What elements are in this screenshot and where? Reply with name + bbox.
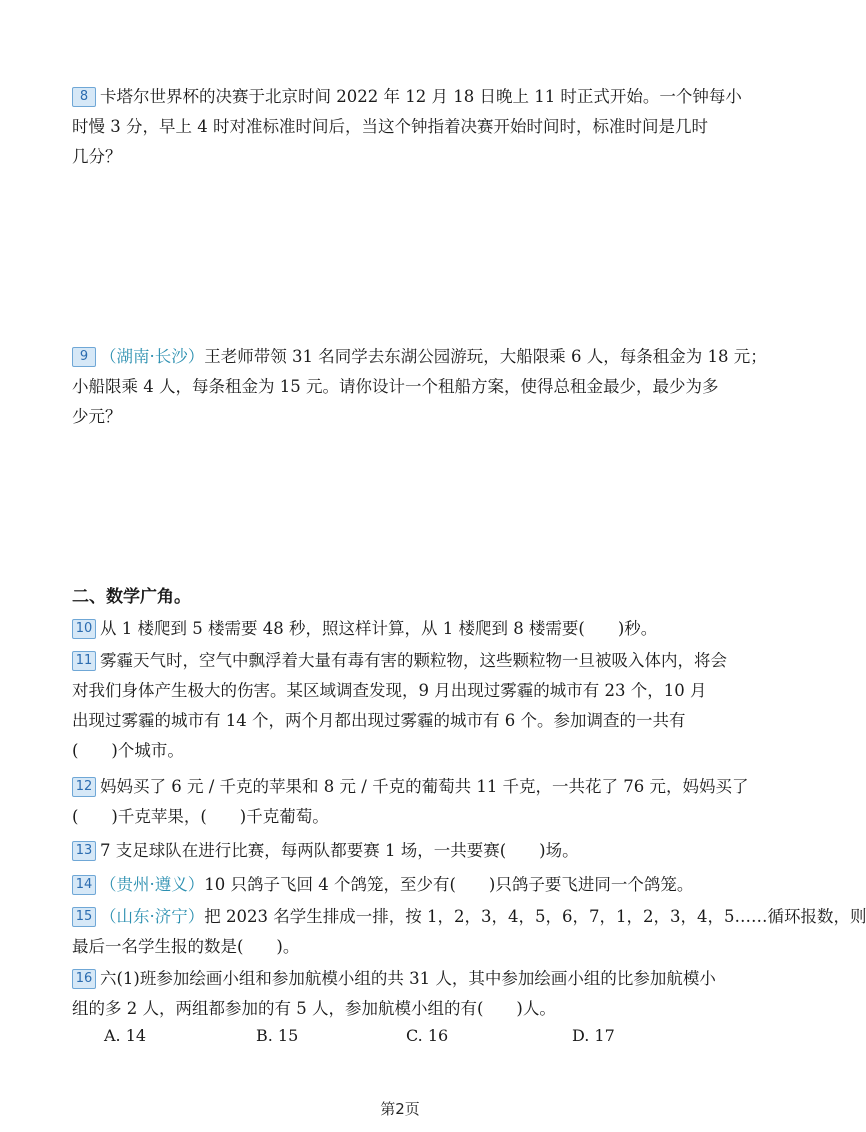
question-text-line: 小船限乘 4 人，每条租金为 15 元。请你设计一个租船方案，使得总租金最少，最少为多 (72, 377, 719, 396)
question-text-line: 几分？ (72, 147, 122, 166)
question-text-line: 王老师带领 31 名同学去东湖公园游玩，大船限乘 6 人，每条租金为 18 元； (204, 347, 767, 366)
choice-b[interactable]: B. 15 (256, 1026, 299, 1045)
question-13 (72, 836, 732, 866)
choice-a[interactable]: A. 14 (104, 1026, 147, 1045)
question-number-badge: 8 (72, 87, 96, 107)
question-15 (72, 902, 866, 962)
question-14 (72, 870, 732, 900)
question-text-line: 出现过雾霾的城市有 14 个，两个月都出现过雾霾的城市有 6 个。参加调查的一共有 (72, 711, 686, 730)
question-10 (72, 614, 732, 644)
question-8 (72, 82, 742, 172)
choice-c[interactable]: C. 16 (406, 1026, 449, 1045)
question-number-badge: 16 (72, 969, 96, 989)
question-text-line: ( )个城市。 (72, 741, 184, 760)
region-tag: （贵州·遵义） (100, 875, 205, 894)
section-title: 二、数学广角。 (72, 587, 191, 607)
question-text-line: 对我们身体产生极大的伤害。某区域调查发现，9 月出现过雾霾的城市有 23 个，10 月 (72, 681, 707, 700)
question-9 (72, 342, 767, 432)
question-number-badge: 9 (72, 347, 96, 367)
question-text-line: 卡塔尔世界杯的决赛于北京时间 2022 年 12 月 18 日晚上 11 时正式开始。一个钟每小 (100, 87, 742, 106)
question-16 (72, 964, 732, 1024)
question-text-line: ( )千克苹果，( )千克葡萄。 (72, 807, 329, 826)
choice-d[interactable]: D. 17 (572, 1026, 615, 1045)
question-text-line: 妈妈买了 6 元 / 千克的苹果和 8 元 / 千克的葡萄共 11 千克，一共花了 76 元，妈妈买了 (100, 777, 749, 796)
question-text-line: 7 支足球队在进行比赛，每两队都要赛 1 场，一共要赛( )场。 (100, 841, 579, 860)
question-number-badge: 10 (72, 619, 96, 639)
question-number-badge: 12 (72, 777, 96, 797)
page-number: 第2页 (380, 1100, 420, 1118)
question-text-line: 组的多 2 人，两组都参加的有 5 人，参加航模小组的有( )人。 (72, 999, 556, 1018)
question-number-badge: 13 (72, 841, 96, 861)
question-text-line: 10 只鸽子飞回 4 个鸽笼，至少有( )只鸽子要飞进同一个鸽笼。 (204, 875, 694, 894)
question-text-line: 六(1)班参加绘画小组和参加航模小组的共 31 人，其中参加绘画小组的比参加航模小 (100, 969, 716, 988)
question-text-line: 雾霾天气时，空气中飘浮着大量有毒有害的颗粒物，这些颗粒物一旦被吸入体内，将会 (100, 651, 727, 670)
question-text-line: 最后一名学生报的数是( )。 (72, 937, 300, 956)
question-text-line: 从 1 楼爬到 5 楼需要 48 秒，照这样计算，从 1 楼爬到 8 楼需要( )秒。 (100, 619, 658, 638)
question-text-line: 少元？ (72, 407, 122, 426)
question-number-badge: 14 (72, 875, 96, 895)
question-number-badge: 15 (72, 907, 96, 927)
question-text-line: 时慢 3 分，早上 4 时对准标准时间后，当这个钟指着决赛开始时间时，标准时间是几时 (72, 117, 708, 136)
question-12 (72, 772, 749, 832)
question-11 (72, 646, 732, 766)
question-number-badge: 11 (72, 651, 96, 671)
region-tag: （山东·济宁） (100, 907, 205, 926)
question-text-line: 把 2023 名学生排成一排，按 1，2，3，4，5，6，7，1，2，3，4，5……循环报数，则 (204, 907, 866, 926)
region-tag: （湖南·长沙） (100, 347, 205, 366)
